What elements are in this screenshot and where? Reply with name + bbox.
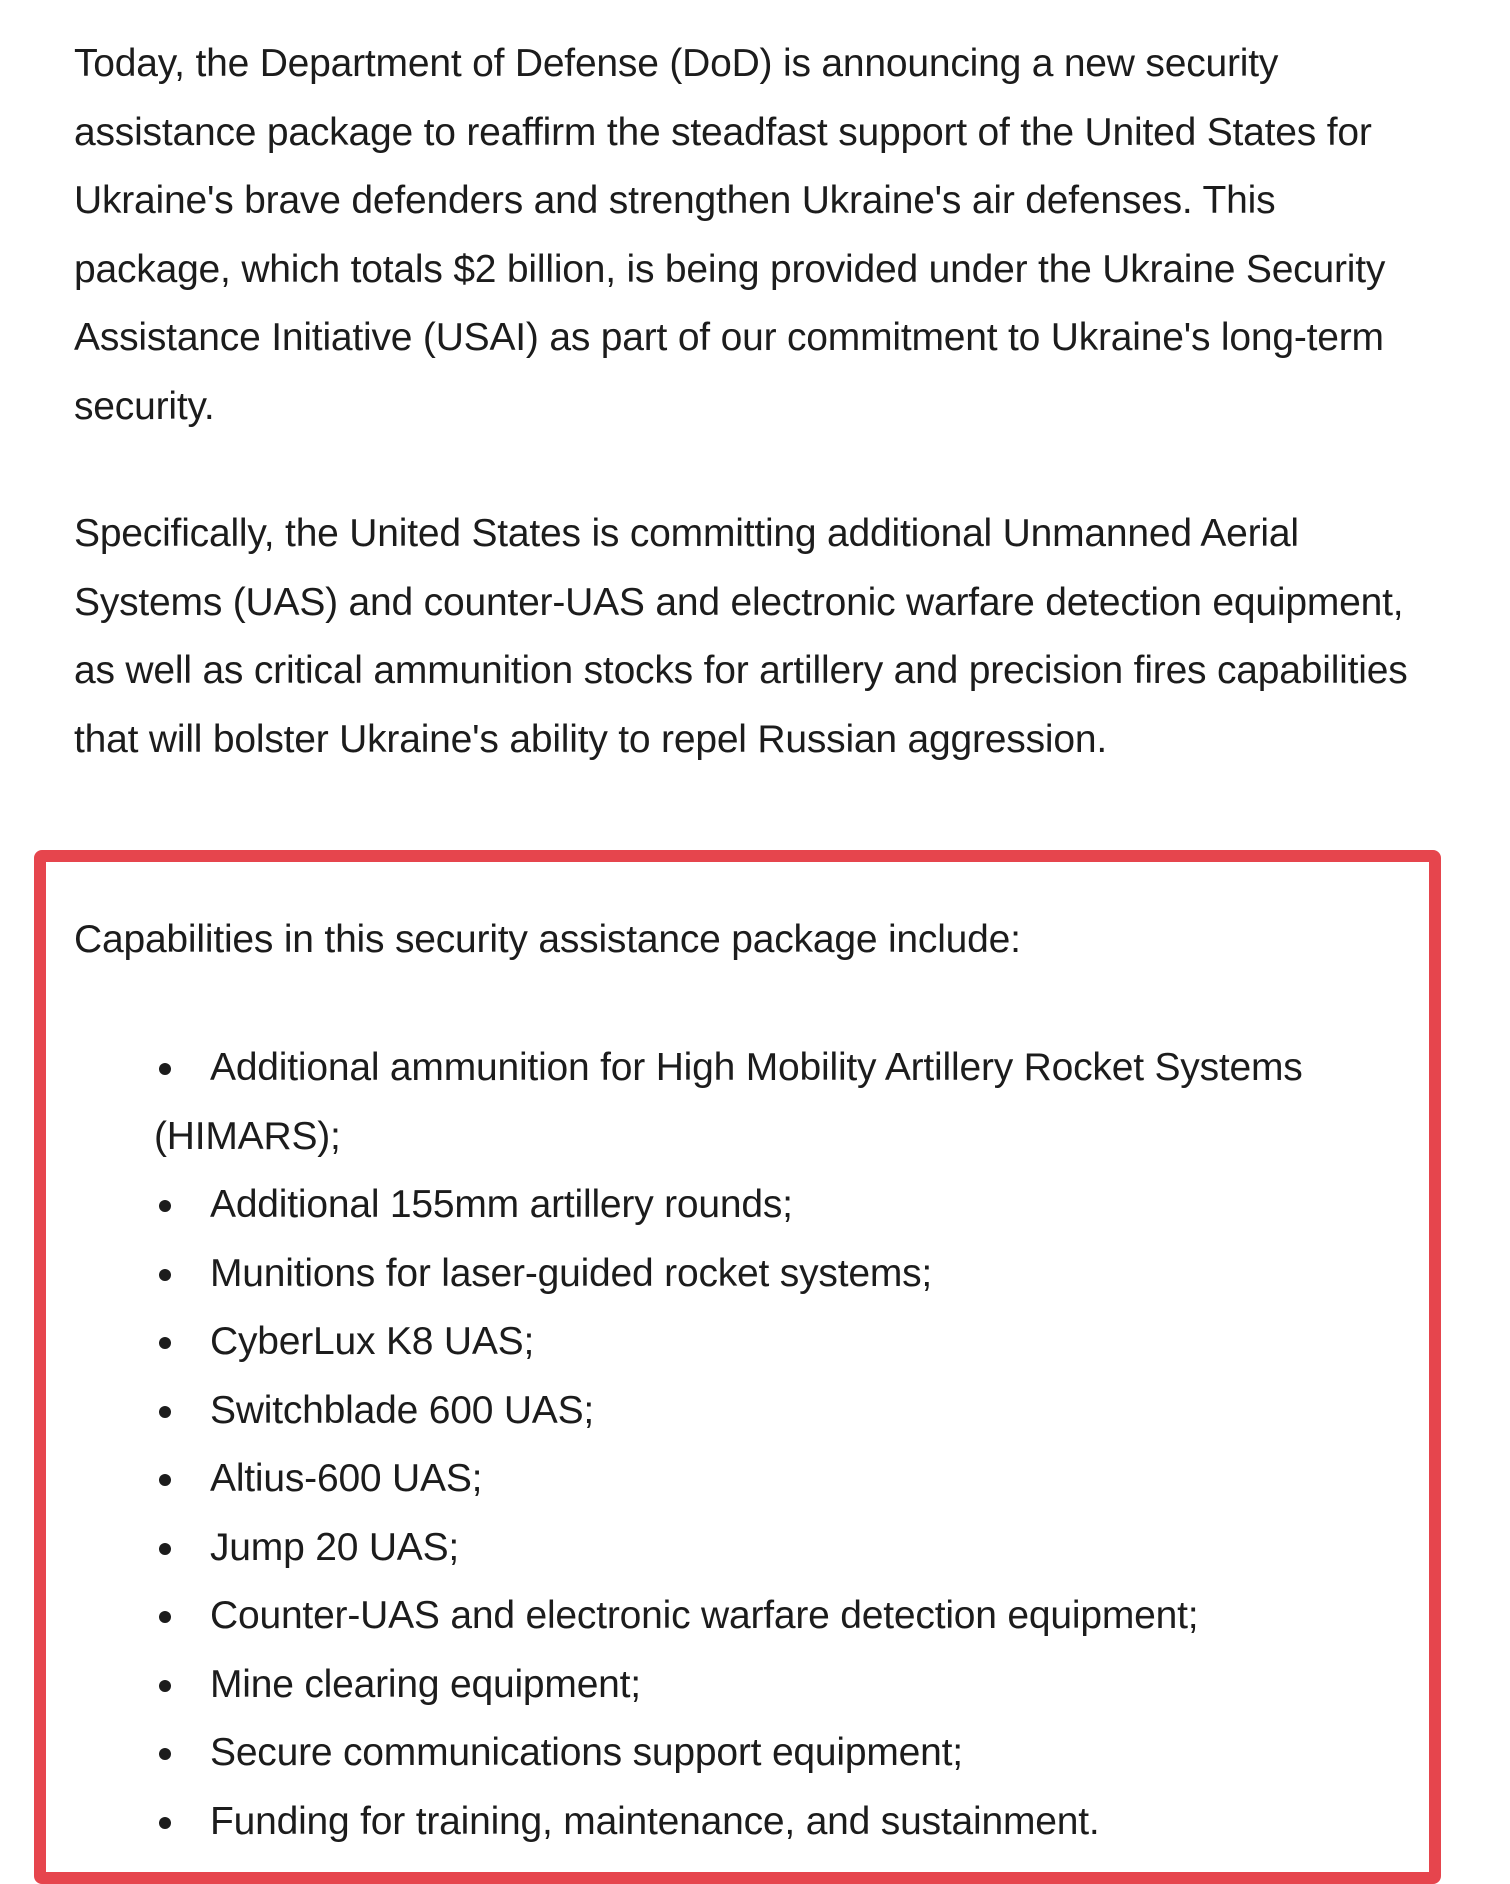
bullet-icon [159,1406,171,1418]
bullet-icon [159,1063,171,1075]
list-item [154,1445,1384,1514]
paragraph-commitment: Specifically, the United States is committing additional Unmanned Aerial Systems (UAS) and counter-UAS and electronic warfare detection equipment, as well as critical ammunition stocks for artillery and precision fires capabilities that will bolster Ukraine's ability to repel Russian aggression. [74,512,1408,761]
capabilities-intro: Capabilities in this security assistance package include: [74,918,1021,961]
bullet-icon [159,1680,171,1692]
list-item [154,1308,1384,1377]
list-item [154,1788,1384,1857]
list-item-text: Mine clearing equipment; [210,1662,641,1706]
list-item-text: Secure communications support equipment; [210,1731,963,1774]
bullet-icon [159,1817,171,1829]
list-item-text: Additional 155mm artillery rounds; [210,1183,793,1226]
list-item-text: Munitions for laser-guided rocket systems; [210,1251,933,1295]
list-item [154,1377,1384,1446]
bullet-icon [159,1474,171,1486]
list-item-text: Altius-600 UAS; [210,1457,483,1500]
list-item [154,1171,1384,1240]
bullet-icon [159,1269,171,1281]
paragraph-announcement: Today, the Department of Defense (DoD) is announcing a new security assistance package to reaffirm the steadfast support of the United States for Ukraine's brave defenders and strengthen Ukraine's air defenses. This package, which totals $2 billion, is being provided under the Ukraine Security Assistance Initiative (USAI) as part of our commitment to Ukraine's long-term security. [74,42,1386,428]
list-item [154,1034,1384,1171]
list-item-text: Counter-UAS and electronic warfare detection equipment; [210,1594,1199,1637]
list-item [154,1582,1384,1651]
list-item-text: Additional ammunition for High Mobility Artillery Rocket Systems (HIMARS); [154,1046,1303,1158]
list-item-text: Switchblade 600 UAS; [210,1388,595,1432]
bullet-icon [159,1200,171,1212]
bullet-icon [159,1748,171,1760]
list-item-text: Funding for training, maintenance, and sustainment. [210,1799,1100,1843]
list-item-text: CyberLux K8 UAS; [210,1320,535,1363]
list-item [154,1514,1384,1583]
list-item [154,1719,1384,1788]
capabilities-list [154,1034,1384,1856]
bullet-icon [159,1543,171,1555]
list-item [154,1651,1384,1720]
list-item [154,1240,1384,1309]
bullet-icon [159,1337,171,1349]
list-item-text: Jump 20 UAS; [210,1525,460,1569]
bullet-icon [159,1611,171,1623]
